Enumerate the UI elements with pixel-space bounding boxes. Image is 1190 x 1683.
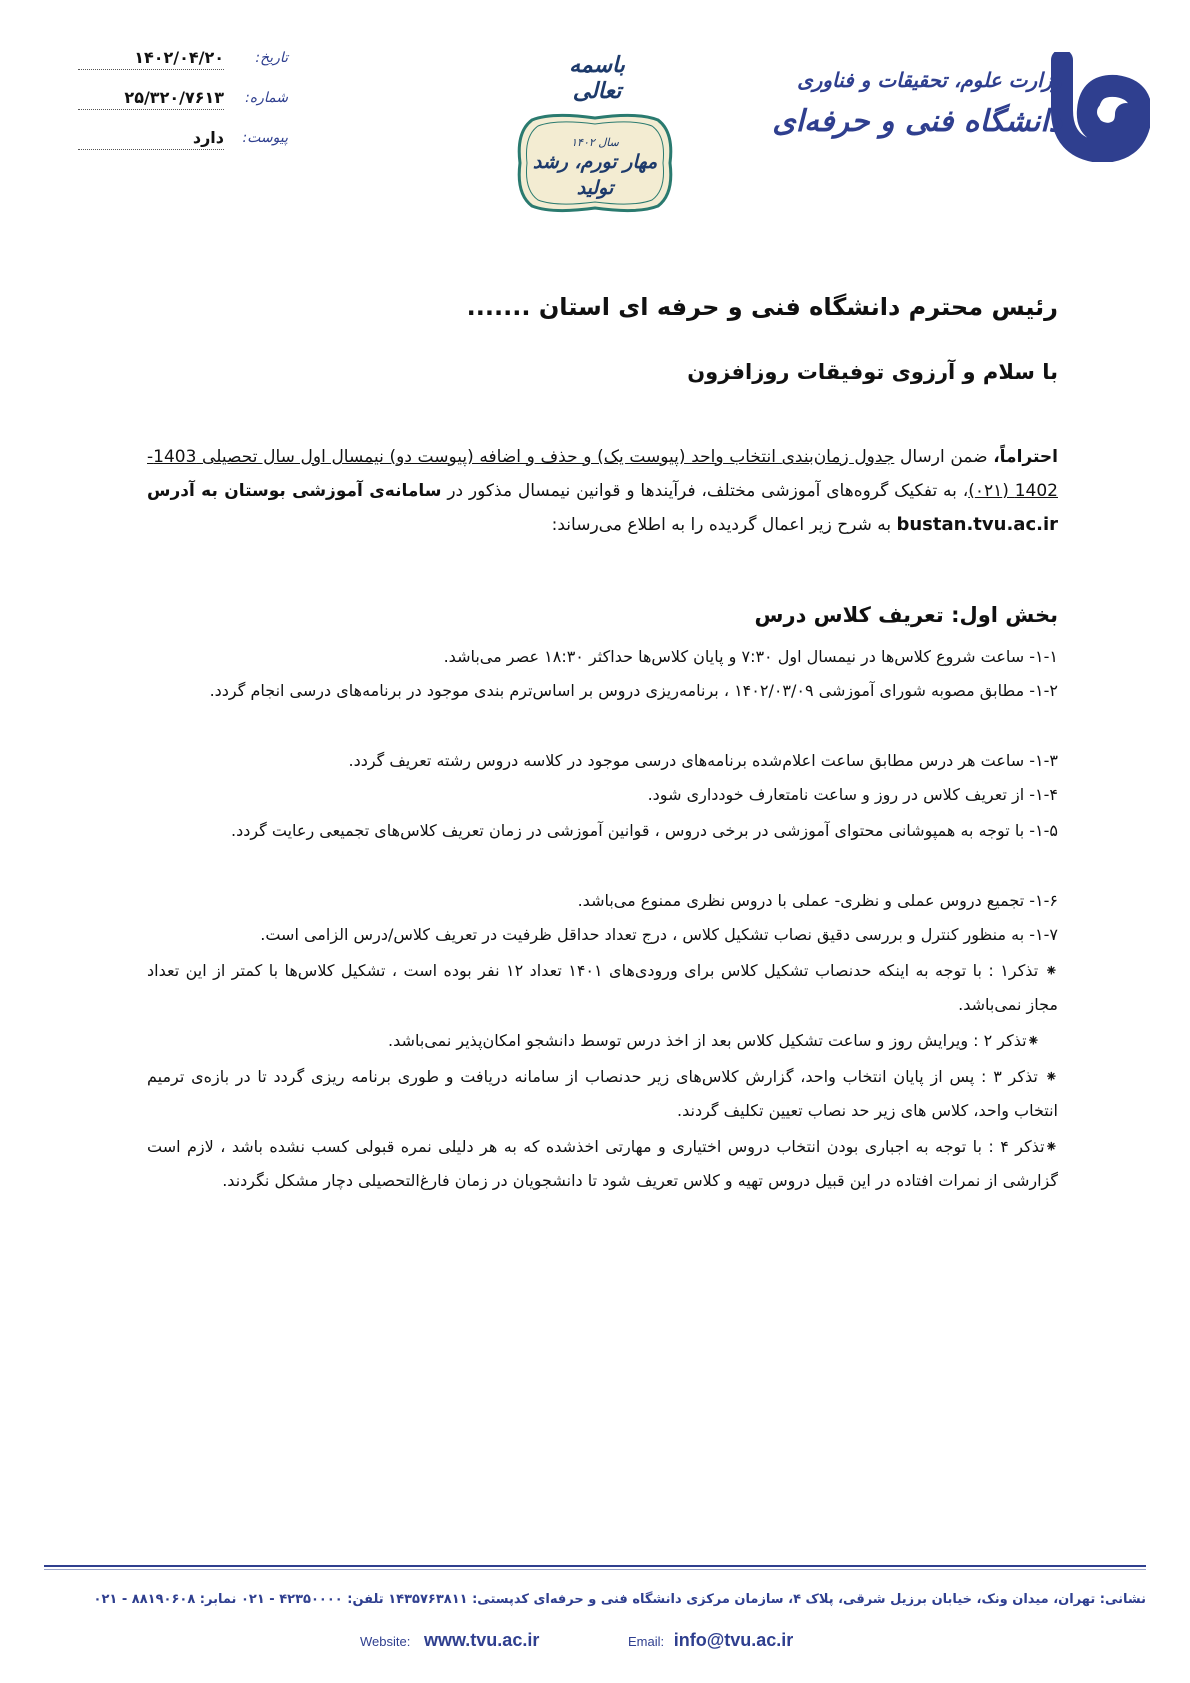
email-link[interactable]: info@tvu.ac.ir [673, 1630, 794, 1650]
footer-email [628, 1630, 793, 1651]
number-field [78, 88, 288, 114]
number-underline [78, 109, 224, 110]
attachment-underline [78, 149, 224, 150]
list-item: ۱-۵- با توجه به همپوشانی محتوای آموزشی در برخی دروس ، قوانین آموزشی در زمان تعریف کلاس‌های تجمیعی رعایت گردد. [230, 821, 1058, 840]
list-item: ۱-۷- به منظور کنترل و بررسی دقیق نصاب تشکیل کلاس ، درج تعداد حداقل ظرفیت در تعریف کلاس/درس الزامی است. [260, 925, 1058, 944]
website-link[interactable]: www.tvu.ac.ir [423, 1630, 540, 1650]
number-value: ۲۵/۳۲۰/۷۶۱۳ [124, 88, 224, 107]
greeting: با سلام و آرزوی توفیقات روزافزون [687, 360, 1058, 384]
note-item: ⁕ تذکر ۳ : پس از پایان انتخاب واحد، گزارش کلاس‌های زیر حدنصاب از سامانه دریافت و طوری برنامه ریزی گردد تا در بازه‌ی ترمیم انتخاب واحد، کلاس های زیر حد نصاب تعیین تکلیف گردند. [147, 1067, 1059, 1120]
intro-text-3: به شرح زیر اعمال گردیده را به اطلاع می‌رساند: [551, 515, 897, 535]
recipient-heading: رئیس محترم دانشگاه فنی و حرفه ای استان ....... [466, 293, 1058, 321]
footer-divider [44, 1565, 1146, 1567]
number-label: شماره: [245, 90, 288, 106]
website-label: Website: [360, 1634, 411, 1649]
note-item: ⁕تذکر ۴ : با توجه به اجباری بودن انتخاب دروس اختیاری و مهارتی اخذشده که به هر دلیلی نمره قبولی کسب نشده باشد ، لازم است گزارشی از نمرات افتاده در این قبیل دروس تهیه و کلاس تعریف شود تا دانشجویان در زمان فارغ‌التحصیلی دچار مشکل نگردند. [147, 1137, 1058, 1190]
note-item: ⁕تذکر ۲ : ویرایش روز و ساعت تشکیل کلاس بعد از اخذ درس توسط دانشجو امکان‌پذیر نمی‌باشد. [388, 1031, 1040, 1050]
intro-text-1: ضمن ارسال [894, 447, 994, 467]
list-item: ۱-۶- تجمیع دروس عملی و نظری- عملی با دروس نظری ممنوع می‌باشد. [577, 891, 1058, 910]
intro-text-2: ، به تفکیک گروه‌های آموزشی مختلف، فرآیندها و قوانین نیمسال مذکور در [441, 481, 969, 501]
list-item: ۱-۱- ساعت شروع کلاس‌ها در نیمسال اول ۷:۳۰ و پایان کلاس‌ها حداکثر ۱۸:۳۰ عصر می‌باشد. [443, 647, 1058, 666]
intro-paragraph [147, 440, 1058, 542]
list-item: ۱-۳- ساعت هر درس مطابق ساعت اعلام‌شده برنامه‌های درسی موجود در کلاسه دروس رشته تعریف گردد. [348, 751, 1058, 770]
date-field [78, 48, 288, 74]
attachment-value: دارد [192, 128, 224, 147]
attachment-field [78, 128, 288, 154]
emblem-year: سال ۱۴۰۲ [571, 136, 619, 149]
list-item: ۱-۴- از تعریف کلاس در روز و ساعت نامتعارف خودداری شود. [647, 785, 1058, 804]
emblem-text [520, 136, 670, 201]
date-value: ۱۴۰۲/۰۴/۲۰ [134, 48, 224, 67]
date-underline [78, 69, 224, 70]
footer-website [360, 1630, 539, 1651]
date-label: تاریخ: [255, 50, 288, 66]
ministry-name: وزارت علوم، تحقیقات و فناوری [797, 68, 1062, 92]
emblem-slogan: مهار تورم، رشد تولید [532, 151, 658, 199]
email-label: Email: [628, 1634, 665, 1649]
intro-underlined-link: جدول زمان‌بندی انتخاب واحد (پیوست یک) و حذف و اضافه (پیوست دو) نیمسال اول سال تحصیلی 1403-1402 (۰۲۱) [147, 447, 1058, 501]
attachment-label: پیوست: [242, 130, 288, 146]
note-item: ⁕ تذکر۱ : با توجه به اینکه حدنصاب تشکیل کلاس برای ورودی‌های ۱۴۰۱ تعداد ۱۲ نفر بوده است ، تشکیل کلاس‌ها با کمتر از این تعداد مجاز نمی‌باشد. [147, 961, 1059, 1014]
intro-bold: احتراماً، [993, 447, 1058, 467]
university-name: دانشگاه فنی و حرفه‌ای [772, 104, 1062, 139]
emblem-basmala: باسمه تعالی [569, 52, 625, 104]
footer-divider-thin [44, 1569, 1146, 1570]
intro-bold-2: سامانه‌ی آموزشی بوستان به آدرس [147, 481, 442, 501]
bustan-url: bustan.tvu.ac.ir [896, 514, 1058, 535]
footer-address: نشانی: تهران، میدان ونک، خیابان برزیل شرقی، پلاک ۴، سازمان مرکزی دانشگاه فنی و حرفه‌ای کدپستی: ۱۴۳۵۷۶۳۸۱۱ تلفن: ۴۲۳۵۰۰۰۰ - ۰۲۱ نمابر: ۸۸۱۹۰۶۰۸ - ۰۲۱ [93, 1592, 1146, 1607]
list-item: ۱-۲- مطابق مصوبه شورای آموزشی ۱۴۰۲/۰۳/۰۹ ، برنامه‌ریزی دروس بر اساس‌ترم بندی موجود در برنامه‌های درسی انجام گردد. [209, 681, 1058, 700]
section1-title: بخش اول: تعریف کلاس درس [754, 603, 1058, 627]
